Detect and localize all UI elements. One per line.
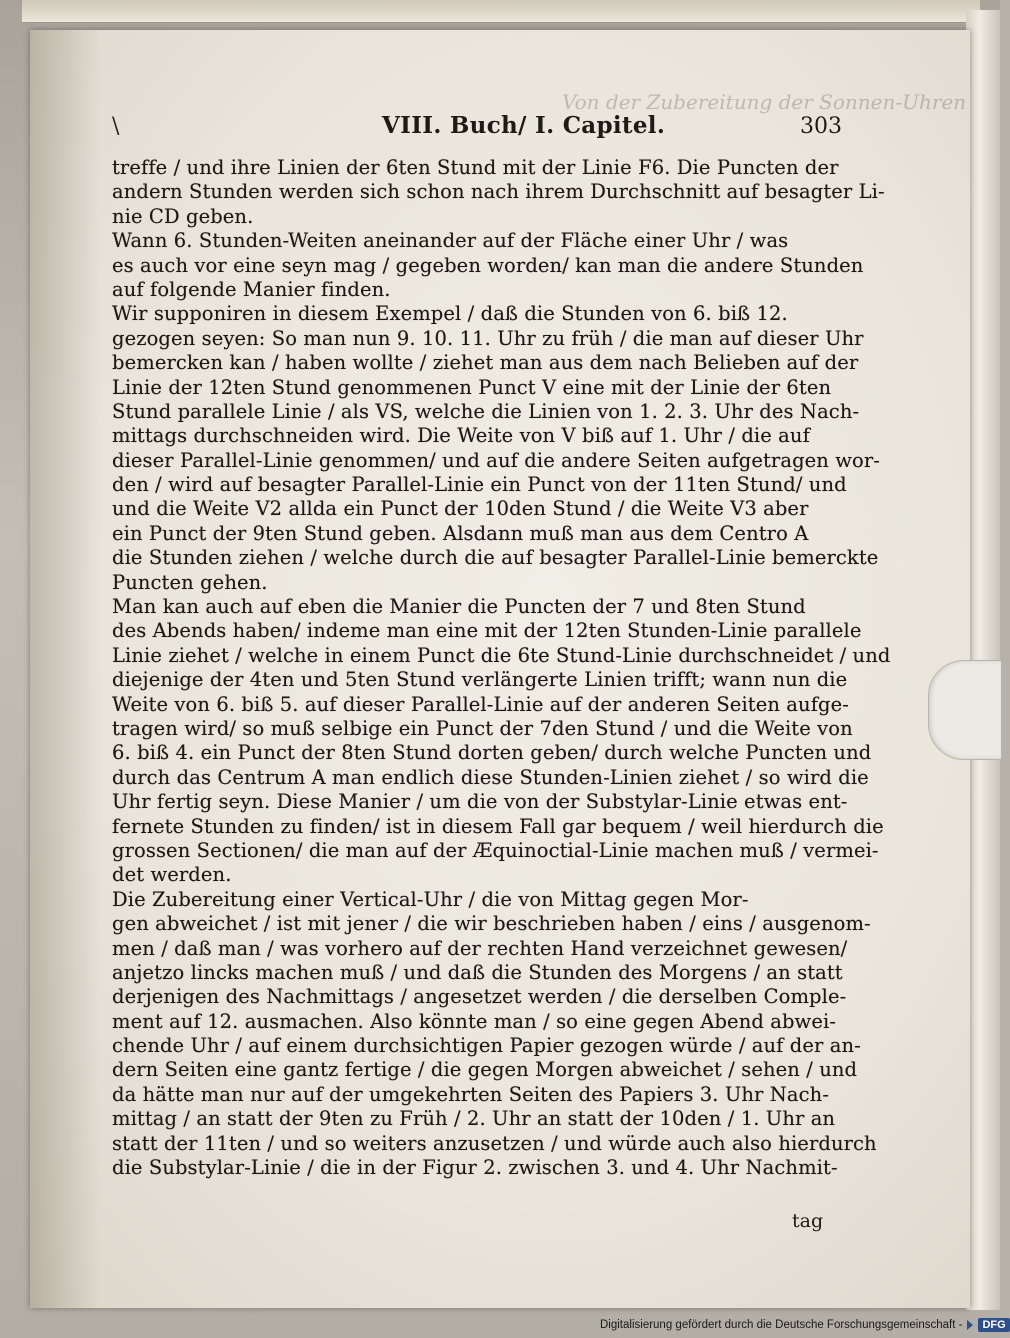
text-line: und die Weite V2 allda ein Punct der 10den Stund / die Weite V3 aber: [112, 497, 809, 521]
page-number: 303: [800, 114, 842, 139]
text-line: andern Stunden werden sich schon nach ihrem Durchschnitt auf besagter Li-: [112, 180, 885, 204]
text-line: Puncten gehen.: [112, 570, 268, 594]
text-line: diejenige der 4ten und 5ten Stund verlängerte Linien trifft; wann nun die: [112, 668, 848, 692]
text-line: grossen Sectionen/ die man auf der Æquinoctial-Linie machen muß / vermei-: [112, 838, 879, 862]
text-line: des Abends haben/ indeme man eine mit der 12ten Stunden-Linie parallele: [112, 619, 862, 643]
digitization-footer: [600, 1316, 1010, 1334]
text-line: det werden.: [112, 863, 232, 887]
text-line: die Stunden ziehen / welche durch die auf besagter Parallel-Linie bemerckte: [112, 546, 879, 570]
text-line: fernete Stunden zu finden/ ist in diesem Fall gar bequem / weil hierdurch die: [112, 814, 884, 838]
bleed-through-text: Von der Zubereitung der Sonnen-Uhren: [562, 90, 967, 114]
text-line: Man kan auch auf eben die Manier die Puncten der 7 und 8ten Stund: [112, 595, 806, 619]
text-line: dieser Parallel-Linie genommen/ und auf die andere Seiten aufgetragen wor-: [112, 448, 880, 472]
text-line: den / wird auf besagter Parallel-Linie ein Punct von der 11ten Stund/ und: [112, 473, 847, 497]
text-line: Die Zubereitung einer Vertical-Uhr / die von Mittag gegen Mor-: [112, 887, 749, 911]
text-line: es auch vor eine seyn mag / gegeben worden/ kan man die andere Stunden: [112, 253, 864, 277]
text-line: tragen wird/ so muß selbige ein Punct der 7den Stund / und die Weite von: [112, 716, 853, 740]
catchword: tag: [792, 1210, 824, 1232]
text-line: Stund parallele Linie / als VS, welche die Linien von 1. 2. 3. Uhr des Nach-: [112, 399, 860, 423]
text-line: ein Punct der 9ten Stund geben. Alsdann muß man aus dem Centro A: [112, 521, 809, 545]
text-line: durch das Centrum A man endlich diese Stunden-Linien ziehet / so wird die: [112, 765, 869, 789]
page-tab-marker: [928, 660, 1002, 760]
text-line: anjetzo lincks machen muß / und daß die Stunden des Morgens / an statt: [112, 960, 843, 984]
text-line: 6. biß 4. ein Punct der 8ten Stund dorten geben/ durch welche Puncten und: [112, 741, 872, 765]
text-line: Linie der 12ten Stund genommenen Punct V eine mit der Linie der 6ten: [112, 375, 832, 399]
text-line: Linie ziehet / welche in einem Punct die 6te Stund-Linie durchschneidet / und: [112, 643, 891, 667]
spine-shadow: [30, 30, 100, 1308]
text-line: mittags durchschneiden wird. Die Weite von V biß auf 1. Uhr / die auf: [112, 424, 810, 448]
text-line: mittag / an statt der 9ten zu Früh / 2. Uhr an statt der 10den / 1. Uhr an: [112, 1107, 836, 1131]
text-line: dern Seiten eine gantz fertige / die gegen Morgen abweichet / sehen / und: [112, 1058, 858, 1082]
text-line: treffe / und ihre Linien der 6ten Stund mit der Linie F6. Die Puncten der: [112, 156, 839, 179]
top-page-edge: [22, 0, 980, 23]
text-line: gezogen seyen: So man nun 9. 10. 11. Uhr zu früh / die man auf dieser Uhr: [112, 326, 864, 350]
text-line: nie CD geben.: [112, 204, 254, 228]
dfg-logo: DFG: [978, 1318, 1009, 1332]
text-line: chende Uhr / auf einem durchsichtigen Papier gezogen würde / auf der an-: [112, 1034, 861, 1058]
funding-credit: Digitalisierung gefördert durch die Deutsche Forschungsgemeinschaft -: [600, 1319, 963, 1331]
text-line: die Substylar-Linie / die in der Figur 2. zwischen 3. und 4. Uhr Nachmit-: [112, 1156, 838, 1180]
text-line: Uhr fertig seyn. Diese Manier / um die von der Substylar-Linie etwas ent-: [112, 790, 848, 814]
chapter-title: VIII. Buch/ I. Capitel.: [382, 112, 666, 139]
text-line: bemercken kan / haben wollte / ziehet man aus dem nach Belieben auf der: [112, 351, 859, 375]
dfg-arrow-icon: [967, 1320, 973, 1330]
text-line: derjenigen des Nachmittags / angesetzet werden / die derselben Comple-: [112, 985, 847, 1009]
text-line: men / daß man / was vorhero auf der rechten Hand verzeichnet gewesen/: [112, 936, 848, 960]
text-line: ment auf 12. ausmachen. Also könnte man / so eine gegen Abend abwei-: [112, 1009, 837, 1033]
body-text: [112, 156, 891, 1180]
text-line: statt der 11ten / und so weiters anzusetzen / und würde auch also hierdurch: [112, 1131, 877, 1155]
text-line: da hätte man nur auf der umgekehrten Seiten des Papiers 3. Uhr Nach-: [112, 1082, 830, 1106]
text-line: Wir supponiren in diesem Exempel / daß die Stunden von 6. biß 12.: [112, 302, 788, 326]
text-line: Wann 6. Stunden-Weiten aneinander auf der Fläche einer Uhr / was: [112, 229, 789, 253]
header-mark: \: [112, 114, 120, 139]
text-line: gen abweichet / ist mit jener / die wir beschrieben haben / eins / ausgenom-: [112, 912, 871, 936]
running-header: [82, 84, 967, 139]
text-line: Weite von 6. biß 5. auf dieser Parallel-Linie auf der anderen Seiten aufge-: [112, 692, 849, 716]
book-page: [30, 30, 970, 1308]
text-line: auf folgende Manier finden.: [112, 277, 391, 301]
